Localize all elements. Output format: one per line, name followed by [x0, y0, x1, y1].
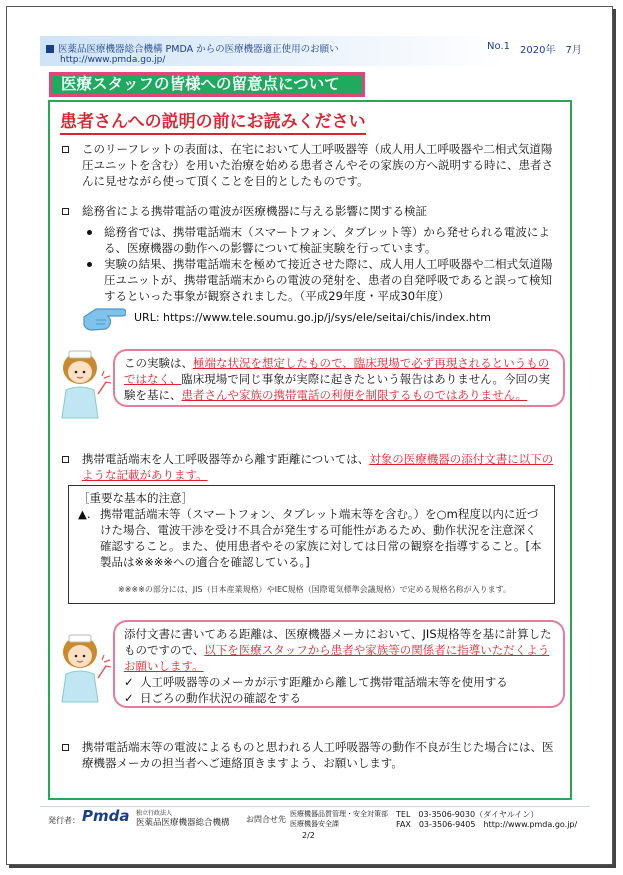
callout2-part2: 以下を医療スタッフから患者や家族等の関係者に指導いただくようお願いします。	[124, 643, 550, 673]
contact-tel: TEL 03-3506-9030（ダイヤルイン）	[396, 810, 539, 819]
callout1-text	[124, 355, 556, 403]
caution-note: ※※※※の部分には、JIS（日本産業規格）やIEC規格（国際電気標準会議規格）で定める規格名称が入ります。	[118, 585, 511, 594]
section2-bullet-2: 実験の結果、携帯電話端末を極めて接近させた際に、成人用人工呼吸器や二相式気道陽圧ユニットが、携帯電話端末からの電波の発射を、患者の自発呼吸であると誤って検知するといった事象が観察されました。（平成29年度・平成30年度）	[104, 257, 553, 303]
section1-text: このリーフレットの表面は、在宅において人工呼吸器等（成人用人工呼吸器や二相式気道陽圧ユニットを含む）を用いた治療を始める患者さんやその家族の方へ説明する時に、患者さんに見せながら使って頂くことを目的としたものです。	[82, 142, 554, 188]
callout2-text	[124, 626, 556, 674]
contact-fax[interactable]: FAX 03-3506-9405 http://www.pmda.go.jp/	[396, 820, 578, 829]
callout1-part3: 臨床現場で同じ事象が実際に起きたという報告はありません。今回の実験を基に、	[124, 372, 550, 402]
pmda-logo: Pmda	[82, 807, 130, 825]
org-small-label: 独立行政法人	[136, 810, 173, 817]
nurse-illustration-icon	[52, 632, 114, 704]
contact-dept-2: 医療機器安全課	[290, 820, 339, 828]
page-number: 2/2	[302, 831, 315, 840]
mic-url-link[interactable]: URL: https://www.tele.soumu.go.jp/j/sys/ele/seitai/chis/index.htm	[134, 311, 491, 324]
callout1-part1: この実験は、	[124, 356, 193, 370]
callout2-check-1: 人工呼吸器等のメーカが示す距離から離して携帯電話端末等を使用する	[140, 675, 508, 689]
issue-number: No.1	[487, 41, 510, 52]
square-bullet-icon	[46, 45, 54, 53]
pointing-hand-icon	[82, 303, 126, 333]
check-mark-icon: ✓	[124, 675, 134, 689]
issue-date: 2020年 7月	[520, 45, 582, 56]
nurse-illustration-icon	[52, 348, 114, 420]
callout1-part2: 極端な状況を想定したもので、臨床現場で必ず再現されるというものではなく、	[124, 356, 550, 386]
checkbox-bullet-icon	[62, 744, 69, 751]
contact-label: お問合せ先	[246, 815, 286, 824]
caution-heading: ［重要な基本的注意］	[78, 491, 193, 505]
header-url[interactable]: http://www.pmda.go.jp/	[60, 55, 166, 65]
bullet-dot-icon	[87, 262, 92, 267]
checkbox-bullet-icon	[62, 208, 69, 215]
header-org-text: 医薬品医療機器総合機構 PMDA からの医療機器適正使用のお願い	[58, 44, 339, 55]
bullet-dot-icon	[87, 230, 92, 235]
callout1-part4: 患者さんや家族の携帯電話の利便を制限するものではありません。	[181, 388, 528, 402]
caution-mark: ▲.	[78, 507, 91, 521]
check-mark-icon: ✓	[124, 691, 134, 705]
org-name: 医薬品医療機器総合機構	[136, 818, 230, 828]
section3-part2: 対象の医療機器の添付文書に以下のような記載があります。	[82, 452, 554, 482]
section2-bullet-1: 総務省では、携帯電話端末（スマートフォン、タブレット等）から発せられる電波による、医療機器の動作への影響について検証実験を行っています。	[104, 225, 550, 255]
contact-dept-1: 医療機器品質管理・安全対策部	[290, 810, 388, 818]
publisher-label: 発行者：	[48, 816, 80, 825]
section3-text	[82, 451, 560, 483]
caution-body: 携帯電話端末等（スマートフォン、タブレット端末等を含む。）を○m程度以内に近づけた場合、電波干渉を受け不具合が発生する可能性があるため、動作状況を注意深く確認すること。また、使用患者やその家族に対しては日常の観察を指導すること。[本製品は※※※※への適合を確認している。]	[100, 507, 542, 569]
section3-part1: 携帯電話端末を人工呼吸器等から離す距離については、	[82, 452, 370, 466]
callout2-part1: 添付文書に書いてある距離は、医療機器メーカにおいて、JIS規格等を基に計算したものですので、	[124, 627, 552, 657]
checkbox-bullet-icon	[62, 456, 69, 463]
page-title: 医療スタッフの皆様への留意点について	[49, 72, 365, 97]
section2-heading: 総務省による携帯電話の電波が医療機器に与える影響に関する検証	[82, 204, 427, 218]
checkbox-bullet-icon	[62, 146, 69, 153]
section4-text: 携帯電話端末等の電波によるものと思われる人工呼吸器等の動作不良が生じた場合には、医療機器メーカの担当者へご連絡頂きますよう、お願いします。	[82, 740, 554, 770]
header-org-line	[46, 41, 339, 55]
subtitle: 患者さんへの説明の前にお読みください	[60, 107, 366, 135]
callout2-check-2: 日ごろの動作状況の確認をする	[140, 691, 301, 705]
